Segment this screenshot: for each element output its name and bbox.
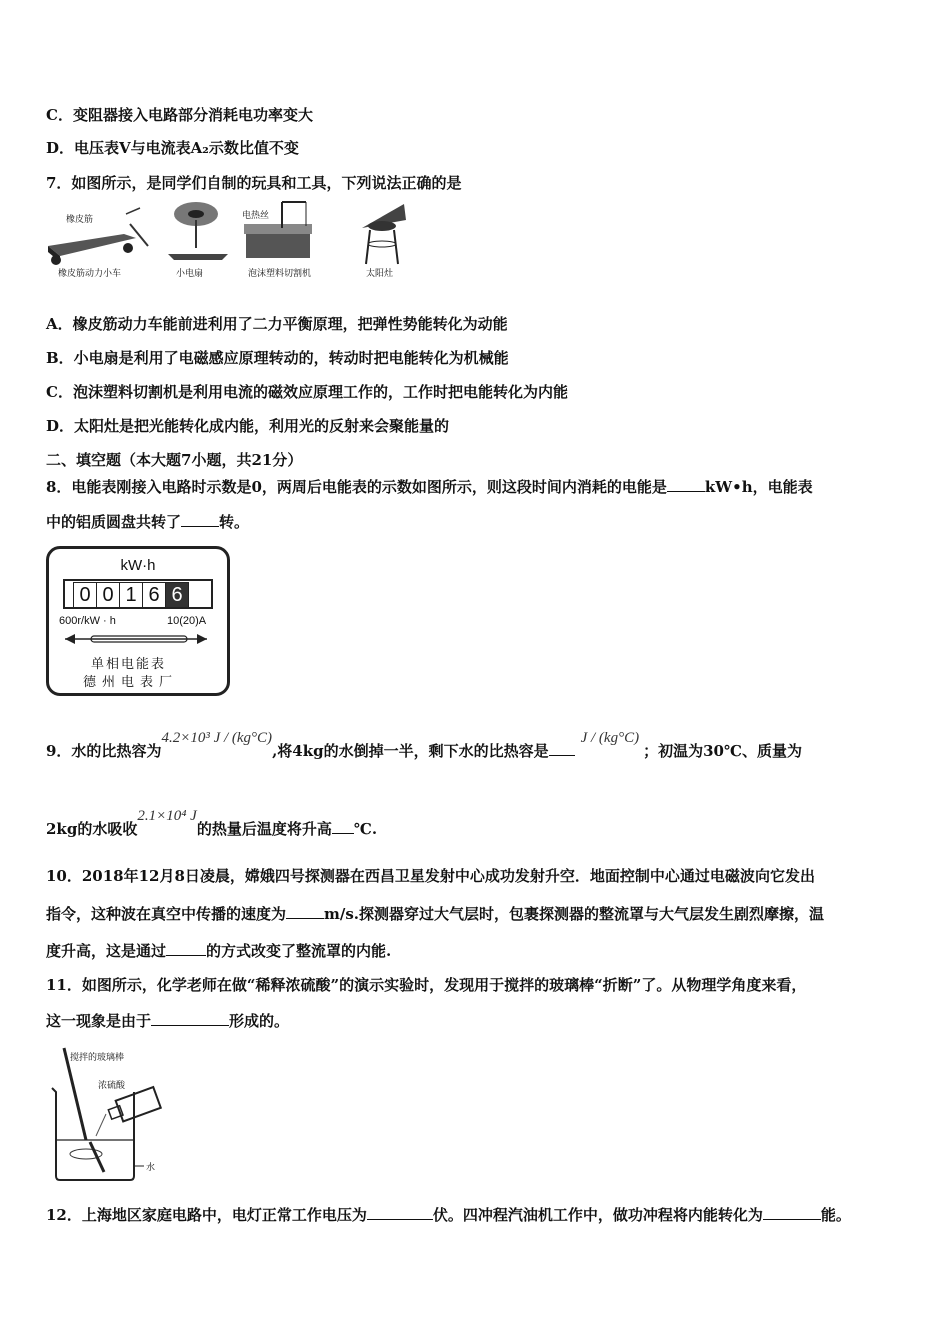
q10-text-d: 度升高，这是通过: [46, 942, 167, 960]
stirring-rod-label: 搅拌的玻璃棒: [70, 1053, 125, 1063]
q10-blank-method: [166, 941, 206, 956]
meter-digit: 0: [97, 583, 120, 607]
q9-formula-2: J / (kg°C): [580, 730, 640, 746]
question-12: [46, 1204, 851, 1225]
q8-text-a: 8．电能表刚接入电路时示数是0，两周后电能表的示数如图所示，则这段时间内消耗的电能是: [46, 478, 667, 496]
meter-revolutions-spec: 600r/kW · h: [59, 615, 116, 627]
q9-text-g: ℃.: [353, 820, 378, 838]
q12-text-b: 伏。四冲程汽油机工作中，做功冲程将内能转化为: [432, 1206, 763, 1224]
question-8-line-2: [46, 511, 249, 532]
rubber-band-label: 橡皮筋: [66, 215, 94, 225]
q12-blank-voltage: [367, 1205, 433, 1220]
question-8-line-1: [46, 476, 813, 497]
question-9-line-1: [46, 730, 802, 761]
q10-blank-speed: [286, 904, 324, 919]
q10-text-c: m/s.探测器穿过大气层时，包裹探测器的整流罩与大气层发生剧烈摩擦，温: [324, 905, 825, 923]
q8-text-c: 中的铝质圆盘共转了: [46, 513, 182, 531]
question-11-line-2: [46, 1010, 289, 1031]
q10-text-b: 指令，这种波在真空中传播的速度为: [46, 905, 287, 923]
caption-small-fan: 小电扇: [176, 269, 204, 279]
meter-display: [73, 582, 189, 608]
meter-digit: 1: [120, 583, 143, 607]
option-c7: C．泡沫塑料切割机是利用电流的磁效应原理工作的，工作时把电能转化为内能: [46, 383, 568, 401]
option-d7: D．太阳灶是把光能转化成内能，利用光的反射来会聚能量的: [46, 417, 450, 435]
meter-unit: kW·h: [120, 557, 156, 574]
q10-text-e: 的方式改变了整流罩的内能.: [206, 942, 392, 960]
q9-blank-temperature: [332, 819, 354, 834]
option-b7: B．小电扇是利用了电磁感应原理转动的，转动时把电能转化为机械能: [46, 349, 509, 367]
question-7: 7．如图所示，是同学们自制的玩具和工具，下列说法正确的是: [46, 174, 462, 192]
heating-wire-label: 电热丝: [242, 211, 270, 221]
caption-solar-cooker: 太阳灶: [366, 269, 394, 279]
question-11-line-1: 11．如图所示，化学老师在做“稀释浓硫酸”的演示实验时，发现用于搅拌的玻璃棒“折断”了。从物理学角度来看，: [46, 976, 807, 994]
section-heading: 二、填空题（本大题7小题，共21分）: [46, 451, 303, 469]
question-10-line-2: [46, 903, 824, 924]
question-10-line-3: [46, 940, 391, 961]
q9-text-d: 2kg的水吸收: [46, 820, 138, 838]
energy-meter: [46, 546, 230, 696]
small-fan-image: [168, 202, 228, 260]
q9-formula-3: 2.1×10⁴ J: [137, 808, 197, 824]
q9-text-b: ,将4kg的水倒掉一半，剩下水的比热容是: [272, 742, 549, 760]
question-7-figure: [44, 198, 414, 282]
meter-digit-decimal: 6: [166, 583, 188, 607]
q9-blank-heat-capacity: [549, 741, 575, 756]
meter-disc-arrow: [61, 631, 217, 647]
meter-current-spec: 10(20)A: [167, 615, 207, 627]
caption-rubber-band-car: 橡皮筋动力小车: [58, 269, 122, 279]
q11-text-b: 这一现象是由于: [46, 1012, 152, 1030]
caption-foam-cutter: 泡沫塑料切割机: [248, 269, 312, 279]
q9-formula-1: 4.2×10³ J / (kg°C): [161, 730, 273, 746]
solar-cooker-image: [362, 204, 406, 264]
beaker-illustration: [46, 1044, 176, 1184]
meter-name: 单相电能表: [91, 657, 167, 672]
q8-blank-turns: [181, 512, 219, 527]
meter-digit: 0: [74, 583, 97, 607]
meter-digit: 6: [143, 583, 166, 607]
q8-blank-energy: [667, 477, 705, 492]
meter-maker: 德州电表厂: [83, 675, 179, 690]
q9-text-c: ；初温为30℃、质量为: [643, 742, 802, 760]
question-9-line-2: [46, 808, 378, 839]
rubber-band-car-image: [48, 208, 148, 265]
q12-text-c: 能。: [820, 1206, 851, 1224]
sulfuric-acid-label: 浓硫酸: [98, 1081, 126, 1091]
beaker-figure: [46, 1044, 176, 1184]
q11-text-c: 形成的。: [229, 1012, 290, 1030]
q9-text-a: 9．水的比热容为: [46, 742, 162, 760]
option-c6: C．变阻器接入电路部分消耗电功率变大: [46, 106, 313, 124]
q8-text-d: 转。: [219, 513, 250, 531]
q12-text-a: 12．上海地区家庭电路中，电灯正常工作电压为: [46, 1206, 367, 1224]
water-label: 水: [146, 1163, 156, 1173]
q9-text-e: 的热量后温度将升高: [196, 820, 332, 838]
option-d6: D．电压表V与电流表A₂示数比值不变: [46, 139, 299, 157]
q11-blank-reason: [151, 1011, 229, 1026]
q12-blank-energy-form: [763, 1205, 821, 1220]
question-10-line-1: 10．2018年12月8日凌晨，嫦娥四号探测器在西昌卫星发射中心成功发射升空．地面控制中心通过电磁波向它发出: [46, 867, 815, 885]
option-a7: A．橡皮筋动力车能前进利用了二力平衡原理，把弹性势能转化为动能: [46, 315, 508, 333]
q8-text-b: kW•h，电能表: [704, 478, 813, 496]
